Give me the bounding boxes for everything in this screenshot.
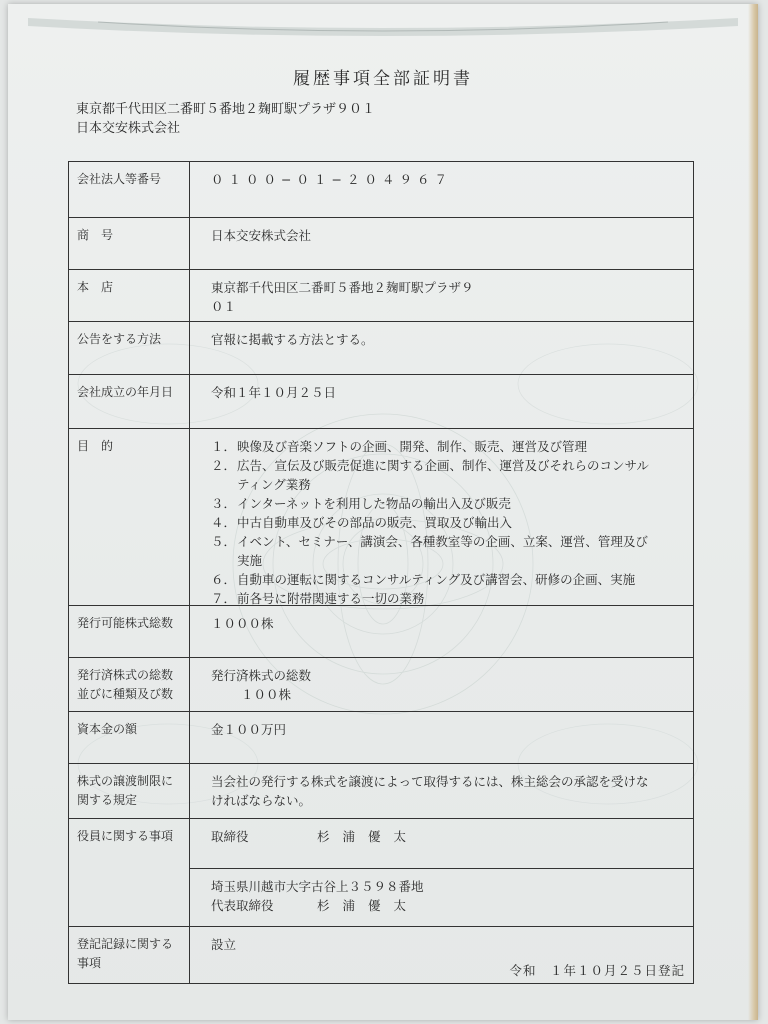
- row-corp-number: [69, 162, 693, 218]
- registration-value: 設立: [211, 937, 237, 952]
- label-notice-method: 公告をする方法: [69, 322, 190, 374]
- label-corp-number: 会社法人等番号: [69, 162, 190, 217]
- header-address-block: [76, 100, 375, 138]
- purpose-item-line1: 中古自動車及びその部品の販売、買取及び輸出入: [237, 515, 513, 530]
- value-established-cell: [190, 375, 693, 428]
- transfer-line1: 当会社の発行する株式を譲渡によって取得するには、株主総会の承認を受けな: [211, 774, 649, 789]
- transfer-restriction-value: [190, 764, 693, 810]
- label-trade-name: 商 号: [69, 218, 190, 269]
- director-name: 杉浦優太: [317, 829, 420, 844]
- purpose-item: [211, 494, 693, 513]
- label-officers: 役員に関する事項: [69, 819, 190, 926]
- label-issued-shares-line1: 発行済株式の総数: [77, 668, 174, 682]
- row-head-office: [69, 270, 693, 322]
- head-office-line1: 東京都千代田区二番町５番地２麹町駅プラザ９: [211, 280, 474, 295]
- label-issued-shares: [69, 658, 190, 711]
- document-title: 履歴事項全部証明書: [293, 69, 473, 89]
- purpose-item-line1: インターネットを利用した物品の輸出入及び販売: [237, 496, 511, 511]
- value-purpose-cell: [190, 429, 693, 605]
- purpose-item-line2: ティング業務: [237, 477, 311, 492]
- purpose-item-text: [237, 570, 693, 589]
- corp-number-value: ０１００−０１−２０４９６７: [211, 172, 452, 187]
- registration-date: 令和 １年１０月２５日登記: [509, 963, 685, 978]
- row-established: [69, 375, 693, 429]
- purpose-item-text: [237, 532, 693, 570]
- label-capital: 資本金の額: [69, 712, 190, 763]
- trade-name-value: 日本交安株式会社: [211, 228, 312, 243]
- certificate-page: [8, 4, 758, 1020]
- purpose-item: [211, 456, 693, 494]
- value-trade-name-cell: [190, 218, 693, 269]
- issued-shares-line1: 発行済株式の総数: [211, 668, 312, 683]
- value-head-office-cell: [190, 270, 693, 321]
- purpose-item: [211, 513, 693, 532]
- purpose-item: [211, 437, 693, 456]
- purpose-item: [211, 532, 693, 570]
- value-officers-cell: [190, 819, 693, 926]
- purpose-item-line2: 実施: [237, 553, 263, 568]
- value-authorized-shares-cell: [190, 606, 693, 657]
- purpose-item-number: ７．: [211, 591, 237, 606]
- purpose-item-line1: 映像及び音楽ソフトの企画、開発、制作、販売、運営及び管理: [237, 439, 588, 454]
- header-address: 東京都千代田区二番町５番地２麹町駅プラザ９０１: [76, 102, 376, 117]
- purpose-item-line1: イベント、セミナー、講演会、各種教室等の企画、立案、運営、管理及び: [237, 534, 648, 549]
- value-capital-cell: [190, 712, 693, 763]
- label-purpose: 目 的: [69, 429, 190, 605]
- value-registration-cell: [190, 927, 693, 983]
- value-corp-number-cell: [190, 162, 693, 217]
- purpose-item-text: [237, 513, 693, 532]
- row-authorized-shares: [69, 606, 693, 658]
- label-registration: [69, 927, 190, 983]
- purpose-item-number: ２．: [211, 458, 237, 473]
- registry-table: [68, 161, 694, 984]
- row-transfer-restriction: [69, 764, 693, 819]
- issued-shares-value: [190, 658, 693, 704]
- representative-role: 代表取締役: [211, 898, 274, 913]
- row-notice-method: [69, 322, 693, 375]
- transfer-line2: ければならない。: [211, 793, 312, 808]
- purpose-item-number: ３．: [211, 496, 237, 511]
- label-authorized-shares: 発行可能株式総数: [69, 606, 190, 657]
- officer-director: [211, 827, 693, 846]
- label-transfer-restriction: [69, 764, 190, 818]
- label-registration-line2: 事項: [77, 956, 102, 970]
- purpose-item-text: [237, 456, 693, 494]
- value-issued-shares-cell: [190, 658, 693, 711]
- row-registration: [69, 927, 693, 983]
- representative-name: 杉浦優太: [317, 898, 420, 913]
- officer-director-entry: [190, 819, 693, 869]
- capital-value: 金１００万円: [211, 722, 287, 737]
- purpose-item-line1: 自動車の運転に関するコンサルティング及び講習会、研修の企画、実施: [237, 572, 636, 587]
- label-transfer-line1: 株式の譲渡制限に: [77, 774, 174, 788]
- value-notice-method-cell: [190, 322, 693, 374]
- label-established: 会社成立の年月日: [69, 375, 190, 428]
- label-registration-line1: 登記記録に関する: [77, 937, 174, 951]
- purpose-list: [190, 429, 693, 608]
- row-issued-shares: [69, 658, 693, 712]
- row-trade-name: [69, 218, 693, 270]
- director-role: 取締役: [211, 829, 249, 844]
- notice-method-value: 官報に掲載する方法とする。: [211, 332, 374, 347]
- label-issued-shares-line2: 並びに種類及び数: [77, 687, 174, 701]
- authorized-shares-value: １０００株: [211, 616, 274, 631]
- label-transfer-line2: 関する規定: [77, 793, 138, 807]
- head-office-line2: ０１: [211, 299, 237, 314]
- value-transfer-cell: [190, 764, 693, 818]
- head-office-value: [190, 270, 693, 316]
- purpose-item: [211, 570, 693, 589]
- header-company: 日本交安株式会社: [76, 121, 181, 136]
- representative-address: 埼玉県川越市大字古谷上３５９８番地: [211, 879, 424, 894]
- purpose-item-line1: 広告、宣伝及び販売促進に関する企画、制作、運営及びそれらのコンサル: [237, 458, 649, 473]
- row-capital: [69, 712, 693, 764]
- purpose-item-number: ５．: [211, 534, 237, 549]
- purpose-item-number: １．: [211, 439, 237, 454]
- established-value: 令和１年１０月２５日: [211, 385, 337, 400]
- row-purpose: [69, 429, 693, 606]
- officer-representative-entry: [190, 869, 693, 915]
- purpose-item-number: ４．: [211, 515, 237, 530]
- issued-shares-line2: １００株: [241, 687, 292, 702]
- purpose-item-text: [237, 437, 693, 456]
- row-officers: [69, 819, 693, 927]
- purpose-item-number: ６．: [211, 572, 237, 587]
- label-head-office: 本 店: [69, 270, 190, 321]
- purpose-item-line1: 前各号に附帯関連する一切の業務: [237, 591, 425, 606]
- officer-representative: [211, 896, 693, 915]
- purpose-item-text: [237, 494, 693, 513]
